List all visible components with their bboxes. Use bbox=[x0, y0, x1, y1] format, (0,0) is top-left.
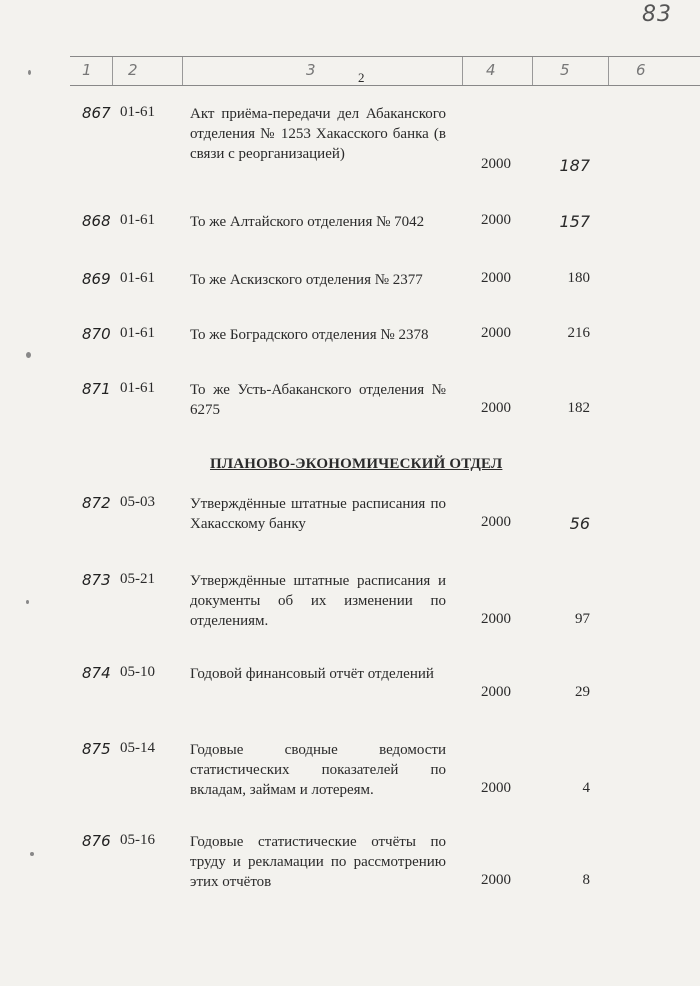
entry-pages: 216 bbox=[567, 325, 590, 341]
entry-pages: 180 bbox=[567, 270, 590, 286]
entry-pages: 182 bbox=[567, 400, 590, 416]
scan-speck bbox=[26, 600, 29, 604]
entry-title: Утверждённые штатные расписания и документы об их изменении по отделениям. bbox=[190, 573, 446, 629]
entry-title: То же Алтайского отделения № 7042 bbox=[190, 214, 425, 230]
entry-code: 01-61 bbox=[120, 104, 155, 120]
scan-speck bbox=[28, 70, 31, 75]
entry-title: Акт приёма-передачи дел Абаканского отделения № 1253 Хакасского банка (в связи с реорганизацией) bbox=[190, 106, 446, 162]
entry-pages: 187 bbox=[559, 156, 590, 175]
entry-code: 05-03 bbox=[120, 494, 155, 510]
entry-code: 01-61 bbox=[120, 270, 155, 286]
entry-title: Утверждённые штатные расписания по Хакасскому банку bbox=[190, 496, 446, 532]
entry-pages: 4 bbox=[582, 780, 590, 796]
entry-number: 876 bbox=[82, 832, 111, 850]
entry-code: 01-61 bbox=[120, 325, 155, 341]
entry-code: 05-21 bbox=[120, 571, 155, 587]
entry-title: Годовой финансовый отчёт отделений bbox=[190, 666, 434, 682]
scan-speck bbox=[30, 852, 34, 856]
entry-year: 2000 bbox=[481, 684, 511, 700]
entry-pages: 8 bbox=[582, 872, 590, 888]
header-col-4: 4 bbox=[486, 61, 496, 79]
entry-year: 2000 bbox=[481, 325, 511, 341]
entry-title: Годовые статистические отчёты по труду и рекламации по рассмотрению этих отчётов bbox=[190, 834, 446, 890]
entry-number: 871 bbox=[82, 380, 111, 398]
entry-year: 2000 bbox=[481, 156, 511, 172]
entry-pages: 29 bbox=[575, 684, 590, 700]
entry-year: 2000 bbox=[481, 270, 511, 286]
entry-year: 2000 bbox=[481, 611, 511, 627]
entry-title: То же Аскизского отделения № 2377 bbox=[190, 272, 423, 288]
entry-number: 873 bbox=[82, 571, 111, 589]
entry-pages: 56 bbox=[569, 514, 590, 533]
entry-title: То же Усть-Абаканского отделения № 6275 bbox=[190, 382, 446, 418]
entry-pages: 157 bbox=[559, 212, 590, 231]
scan-speck bbox=[26, 352, 31, 358]
entry-code: 05-16 bbox=[120, 832, 155, 848]
entry-title: Годовые сводные ведомости статистических показателей по вкладам, займам и лотереям. bbox=[190, 742, 446, 798]
entry-number: 872 bbox=[82, 494, 111, 512]
entry-number: 868 bbox=[82, 212, 111, 230]
header-col-2: 2 bbox=[128, 61, 138, 79]
header-separator bbox=[112, 57, 113, 85]
header-separator bbox=[608, 57, 609, 85]
entry-number: 867 bbox=[82, 104, 111, 122]
section-heading: ПЛАНОВО-ЭКОНОМИЧЕСКИЙ ОТДЕЛ bbox=[210, 456, 503, 472]
entry-year: 2000 bbox=[481, 872, 511, 888]
header-col-6: 6 bbox=[636, 61, 646, 79]
entry-pages: 97 bbox=[575, 611, 590, 627]
sheet-number: 83 bbox=[642, 2, 672, 27]
entry-code: 01-61 bbox=[120, 380, 155, 396]
entry-year: 2000 bbox=[481, 212, 511, 228]
entry-number: 869 bbox=[82, 270, 111, 288]
header-separator bbox=[532, 57, 533, 85]
entry-year: 2000 bbox=[481, 514, 511, 530]
entry-code: 05-10 bbox=[120, 664, 155, 680]
page-number: 2 bbox=[358, 70, 365, 85]
entry-number: 875 bbox=[82, 740, 111, 758]
entry-year: 2000 bbox=[481, 780, 511, 796]
entry-code: 05-14 bbox=[120, 740, 155, 756]
header-separator bbox=[182, 57, 183, 85]
column-header-strip bbox=[70, 56, 700, 86]
header-separator bbox=[462, 57, 463, 85]
entry-number: 874 bbox=[82, 664, 111, 682]
header-col-1: 1 bbox=[82, 61, 92, 79]
header-col-5: 5 bbox=[560, 61, 570, 79]
entry-number: 870 bbox=[82, 325, 111, 343]
entry-year: 2000 bbox=[481, 400, 511, 416]
entry-title: То же Боградского отделения № 2378 bbox=[190, 327, 429, 343]
header-col-3: 3 bbox=[306, 61, 316, 79]
entry-code: 01-61 bbox=[120, 212, 155, 228]
